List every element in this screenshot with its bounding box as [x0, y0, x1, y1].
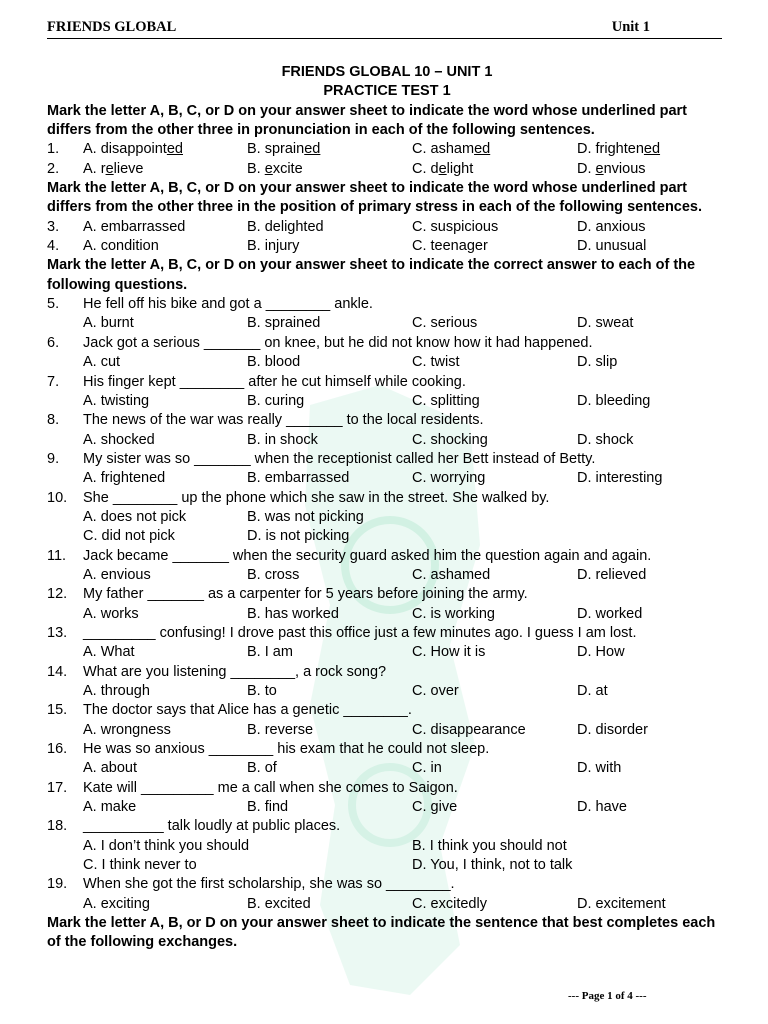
underlined-part: e: [264, 160, 273, 177]
underlined-part: e: [105, 160, 114, 177]
section-instruction: Mark the letter A, B, C, or D on your answer sheet to indicate the word whose underlined part differs from the other three in pronunciation in each of the following sentences.: [47, 102, 687, 139]
options-line: [47, 392, 727, 411]
page-number: --- Page 1 of 4 ---: [568, 990, 647, 1002]
options-line: [47, 566, 727, 585]
question-stem: When she got the first scholarship, she was so ________.: [83, 876, 455, 893]
question-stem: The news of the war was really _______ to the local residents.: [83, 412, 484, 429]
answer-option: C. splitting: [412, 392, 480, 409]
running-header: [47, 19, 722, 39]
answer-option: C. twist: [412, 354, 460, 371]
answer-option: A. does not pick: [83, 508, 187, 525]
question-number: 7.: [47, 373, 60, 390]
question-stem-line: [47, 373, 727, 392]
answer-option: C. shocking: [412, 431, 488, 448]
answer-option: C. excitedly: [412, 895, 487, 912]
answer-option: C. teenager: [412, 238, 488, 255]
answer-option: B. has worked: [247, 605, 339, 622]
question-number: 13.: [47, 624, 68, 641]
question-stem: __________ talk loudly at public places.: [83, 818, 341, 835]
options-line: [47, 798, 727, 817]
question-stem: Jack became _______ when the security guard asked him the question again and again.: [83, 547, 652, 564]
answer-option: C. did not pick: [83, 528, 175, 545]
question-stem-line: [47, 740, 727, 759]
answer-option: D. relieved: [577, 566, 647, 583]
options-line: [47, 759, 727, 778]
question-stem-line: [47, 411, 727, 430]
answer-option: D. worked: [577, 605, 643, 622]
answer-option: B. in shock: [247, 431, 318, 448]
question-number: 4.: [47, 238, 60, 255]
answer-option: B. I think you should not: [412, 837, 567, 854]
question-stem-line: [47, 817, 727, 836]
underlined-part: ed: [643, 141, 661, 158]
answer-option: D. shock: [577, 431, 634, 448]
option-text: lieve: [113, 160, 144, 177]
document-subtitle: PRACTICE TEST 1: [323, 83, 451, 100]
question-number: 18.: [47, 818, 68, 835]
question-stem-line: [47, 450, 727, 469]
question-number: 16.: [47, 741, 68, 758]
option-text: C. d: [412, 160, 439, 177]
answer-option: [247, 160, 303, 179]
options-line: [47, 856, 727, 875]
answer-option: A. wrongness: [83, 721, 171, 738]
underlined-part: ed: [474, 141, 491, 158]
answer-option: B. embarrassed: [247, 470, 350, 487]
answer-option: B. find: [247, 799, 289, 816]
answer-option: D. excitement: [577, 895, 666, 912]
answer-option: [247, 140, 320, 159]
option-text: B. sprain: [247, 141, 305, 158]
answer-option: A. condition: [83, 238, 159, 255]
question-stem: He was so anxious ________ his exam that he could not sleep.: [83, 741, 490, 758]
question-number: 3.: [47, 218, 60, 235]
answer-option: D. How: [577, 644, 625, 661]
question-number: 15.: [47, 702, 68, 719]
question-group-pronunciation: [47, 140, 727, 179]
question-stem: Kate will _________ me a call when she comes to Saigon.: [83, 779, 458, 796]
answer-option: A. about: [83, 760, 138, 777]
question-stem: The doctor says that Alice has a genetic ________.: [83, 702, 412, 719]
question-stem: She ________ up the phone which she saw in the street. She walked by.: [83, 489, 550, 506]
answer-option: B. injury: [247, 238, 300, 255]
question-stem: He fell off his bike and got a ________ ankle.: [83, 296, 373, 313]
question-stem: My sister was so _______ when the receptionist called her Bett instead of Betty.: [83, 450, 596, 467]
answer-option: B. blood: [247, 354, 301, 371]
answer-option: [412, 160, 473, 179]
answer-option: [577, 140, 660, 159]
test-content: [47, 63, 727, 953]
option-text: B.: [247, 160, 265, 177]
answer-option: C. give: [412, 799, 458, 816]
answer-option: D. You, I think, not to talk: [412, 857, 573, 874]
answer-option: A. make: [83, 799, 137, 816]
answer-option: D. sweat: [577, 315, 634, 332]
question-number: 14.: [47, 663, 68, 680]
question-stem: My father _______ as a carpenter for 5 years before joining the army.: [83, 586, 528, 603]
answer-option: C. serious: [412, 315, 478, 332]
question-number: 10.: [47, 489, 68, 506]
answer-option: A. exciting: [83, 895, 150, 912]
answer-option: B. sprained: [247, 315, 321, 332]
answer-option: D. slip: [577, 354, 618, 371]
question-number: 5.: [47, 296, 60, 313]
options-line: [47, 895, 727, 914]
question-stem: Jack got a serious _______ on knee, but he did not know how it had happened.: [83, 334, 593, 351]
header-book-title: FRIENDS GLOBAL: [47, 19, 177, 35]
answer-option: D. disorder: [577, 721, 648, 738]
answer-option: C. is working: [412, 605, 495, 622]
options-line: [47, 643, 727, 662]
answer-option: D. anxious: [577, 218, 646, 235]
question-number: 2.: [47, 160, 60, 177]
option-text: D.: [577, 160, 596, 177]
question-number: 6.: [47, 334, 60, 351]
question-stem-line: [47, 663, 727, 682]
question-number: 1.: [47, 141, 60, 158]
answer-option: [577, 160, 646, 179]
answer-option: D. at: [577, 683, 608, 699]
question-stem-line: [47, 624, 727, 643]
options-line: [47, 469, 727, 488]
question-stem: His finger kept ________ after he cut himself while cooking.: [83, 373, 466, 390]
answer-option: D. bleeding: [577, 392, 651, 409]
options-line: [47, 721, 727, 740]
question-stem: _________ confusing! I drove past this office just a few minutes ago. I guess I am lost.: [83, 624, 637, 641]
answer-option: C. over: [412, 683, 459, 699]
option-text: nvious: [603, 160, 646, 177]
answer-option: [83, 160, 143, 179]
options-line: [47, 431, 727, 450]
question-line: [47, 237, 727, 256]
option-text: A. r: [83, 160, 106, 177]
question-number: 11.: [47, 547, 67, 564]
option-text: C. asham: [412, 141, 475, 158]
question-number: 17.: [47, 779, 68, 796]
question-group-multiple-choice: [47, 295, 727, 914]
underlined-part: e: [438, 160, 447, 177]
question-stem-line: [47, 489, 727, 508]
options-line: [47, 682, 727, 701]
answer-option: A. twisting: [83, 392, 150, 409]
answer-option: B. I am: [247, 644, 293, 661]
question-stem-line: [47, 585, 727, 604]
question-number: 8.: [47, 412, 60, 429]
option-text: light: [446, 160, 474, 177]
question-stem-line: [47, 334, 727, 353]
option-text: xcite: [272, 160, 303, 177]
question-number: 12.: [47, 586, 68, 603]
underlined-part: ed: [304, 141, 321, 158]
answer-option: A. What: [83, 644, 135, 661]
options-line: [47, 605, 727, 624]
answer-option: B. cross: [247, 566, 300, 583]
options-line: [47, 353, 727, 372]
section-instruction: Mark the letter A, B, C, or D on your answer sheet to indicate the correct answer to each of the following questions.: [47, 257, 696, 293]
question-stem-line: [47, 779, 727, 798]
answer-option: B. curing: [247, 392, 305, 409]
question-number: 9.: [47, 450, 60, 467]
answer-option: D. have: [577, 799, 627, 816]
answer-option: A. burnt: [83, 315, 134, 332]
answer-option: D. unusual: [577, 238, 647, 255]
answer-option: D. interesting: [577, 470, 663, 487]
answer-option: A. works: [83, 605, 139, 622]
section-instruction: Mark the letter A, B, C, or D on your answer sheet to indicate the word whose underlined part differs from the other three in the position of primary stress in each of the following sentences.: [47, 180, 703, 216]
answer-option: A. frightened: [83, 470, 166, 487]
answer-option: C. How it is: [412, 644, 486, 661]
answer-option: D. with: [577, 760, 622, 777]
question-line: [47, 140, 727, 159]
answer-option: C. worrying: [412, 470, 486, 487]
answer-option: B. reverse: [247, 721, 314, 738]
answer-option: B. to: [247, 683, 277, 699]
options-line: [47, 508, 727, 527]
answer-option: C. ashamed: [412, 566, 491, 583]
section-instruction: Mark the letter A, B, or D on your answer sheet to indicate the sentence that best completes each of the following exchanges.: [47, 915, 716, 951]
header-unit: Unit 1: [611, 19, 650, 35]
answer-option: A. I don’t think you should: [83, 837, 250, 854]
answer-option: B. of: [247, 760, 277, 777]
answer-option: C. I think never to: [83, 857, 197, 874]
underlined-part: e: [595, 160, 604, 177]
answer-option: D. is not picking: [247, 528, 350, 545]
answer-option: A. through: [83, 683, 150, 699]
question-stem-line: [47, 701, 727, 720]
answer-option: A. cut: [83, 354, 121, 371]
answer-option: [83, 140, 183, 159]
question-number: 19.: [47, 876, 68, 893]
options-line: [47, 314, 727, 333]
question-group-stress: [47, 218, 727, 257]
answer-option: [412, 140, 490, 159]
options-line: [47, 527, 727, 546]
answer-option: B. was not picking: [247, 508, 364, 525]
document-title: FRIENDS GLOBAL 10 – UNIT 1: [281, 64, 493, 80]
answer-option: B. delighted: [247, 218, 324, 235]
answer-option: C. in: [412, 760, 442, 777]
answer-option: B. excited: [247, 895, 311, 912]
answer-option: A. embarrassed: [83, 218, 186, 235]
question-stem: What are you listening ________, a rock song?: [83, 663, 387, 680]
options-line: [47, 837, 727, 856]
question-line: [47, 218, 727, 237]
question-stem-line: [47, 295, 727, 314]
underlined-part: ed: [166, 141, 183, 158]
option-text: A. disappoint: [83, 141, 167, 158]
question-stem-line: [47, 875, 727, 894]
option-text: D. frighten: [577, 141, 644, 158]
answer-option: C. suspicious: [412, 218, 499, 235]
question-line: [47, 160, 727, 179]
answer-option: C. disappearance: [412, 721, 526, 738]
question-stem-line: [47, 547, 727, 566]
answer-option: A. shocked: [83, 431, 155, 448]
answer-option: A. envious: [83, 566, 151, 583]
